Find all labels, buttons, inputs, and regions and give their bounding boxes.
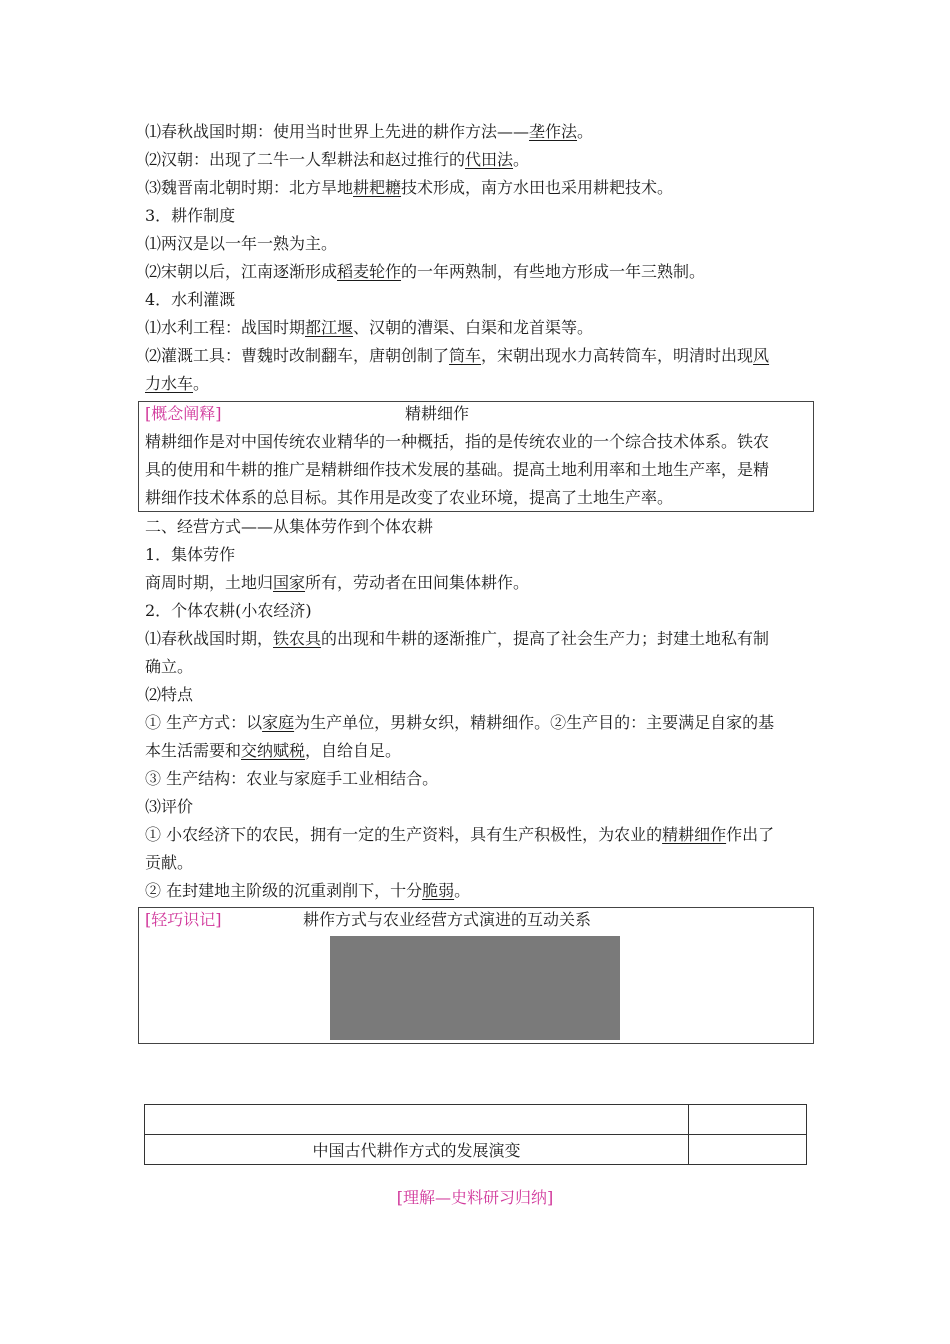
- text-line: [145, 713, 774, 733]
- key-term: 力水车: [145, 374, 194, 393]
- subheading: 4．水利灌溉: [145, 290, 236, 309]
- concept-text: 精耕细作是对中国传统农业精华的一种概括，指的是传统农业的一个综合技术体系。铁农: [145, 432, 770, 451]
- text-segment: ⑵灌溉工具：曹魏时改制翻车，唐朝创制了: [145, 346, 450, 365]
- text-line: [145, 262, 705, 282]
- concept-text: 耕细作技术体系的总目标。其作用是改变了农业环境，提高了土地生产率。: [145, 488, 674, 507]
- diagram-image: [330, 936, 620, 1040]
- subheading: 1．集体劳作: [145, 545, 236, 564]
- table-row: [145, 1105, 807, 1135]
- key-term: 铁农具: [273, 629, 322, 648]
- concept-title: 精耕细作: [405, 404, 470, 423]
- text-line: ③ 生产结构：农业与家庭手工业相结合。: [145, 769, 439, 788]
- memory-title: 耕作方式与农业经营方式演进的互动关系: [303, 910, 592, 929]
- key-term: 垄作法: [529, 122, 578, 141]
- table-cell: [689, 1135, 807, 1165]
- key-term: 脆弱: [422, 881, 455, 900]
- text-segment: ① 生产方式：以: [145, 713, 263, 732]
- text-segment: 作出了: [726, 825, 775, 844]
- text-segment: 的出现和牛耕的逐渐推广，提高了社会生产力；封建土地私有制: [321, 629, 770, 648]
- text-segment: 为生产单位，男耕女织，精耕细作。②生产目的：主要满足自家的基: [294, 713, 775, 732]
- text-line: [145, 122, 593, 142]
- key-term: 代田法: [465, 150, 514, 169]
- text-segment: ① 小农经济下的农民，拥有一定的生产资料，具有生产积极性，为农业的: [145, 825, 663, 844]
- text-segment: ⑴春秋战国时期，: [145, 629, 274, 648]
- text-line: 确立。: [145, 657, 194, 676]
- key-term: 国家: [273, 573, 306, 592]
- key-term: 家庭: [262, 713, 295, 732]
- text-line: [145, 741, 401, 761]
- text-line: ⑶评价: [145, 797, 194, 816]
- text-line: 贡献。: [145, 853, 194, 872]
- table-cell: 中国古代耕作方式的发展演变: [145, 1135, 689, 1165]
- text-segment: 技术形成，南方水田也采用耕耙技术。: [401, 178, 674, 197]
- text-segment: ⑵汉朝：出现了二牛一人犁耕法和赵过推行的: [145, 150, 466, 169]
- text-segment: 的一年两熟制，有些地方形成一年三熟制。: [401, 262, 706, 281]
- text-segment: 、汉朝的漕渠、白渠和龙首渠等。: [353, 318, 594, 337]
- subheading: 2．个体农耕(小农经济): [145, 601, 312, 620]
- text-line: [145, 881, 470, 901]
- text-segment: 。: [577, 122, 594, 141]
- key-term: 稻麦轮作: [337, 262, 402, 281]
- text-line: [145, 825, 774, 845]
- text-line: ⑵特点: [145, 685, 194, 704]
- text-segment: ⑴春秋战国时期：使用当时世界上先进的耕作方法——: [145, 122, 530, 141]
- text-line: [145, 374, 209, 394]
- key-term: 交纳赋税: [241, 741, 306, 760]
- text-line: [145, 178, 673, 198]
- text-line: [145, 318, 593, 338]
- table-cell: [689, 1105, 807, 1135]
- text-line: [145, 573, 529, 593]
- subheading: 3．耕作制度: [145, 206, 236, 225]
- table-row: [145, 1135, 807, 1165]
- key-term: 都江堰: [305, 318, 354, 337]
- text-segment: ② 在封建地主阶级的沉重剥削下，十分: [145, 881, 423, 900]
- text-segment: 。: [454, 881, 471, 900]
- text-segment: 。: [513, 150, 530, 169]
- section-heading: 二、经营方式——从集体劳作到个体农耕: [145, 517, 434, 536]
- key-term: 耕耙耱: [353, 178, 402, 197]
- key-term: 筒车: [449, 346, 482, 365]
- section-heading: [理解—史料研习归纳]: [396, 1188, 554, 1207]
- text-segment: ，自给自足。: [305, 741, 402, 760]
- text-segment: 。: [193, 374, 210, 393]
- text-segment: ⑴水利工程：战国时期: [145, 318, 306, 337]
- text-segment: ⑶魏晋南北朝时期：北方旱地: [145, 178, 354, 197]
- text-segment: ⑵宋朝以后，江南逐渐形成: [145, 262, 338, 281]
- content-table: [144, 1104, 807, 1165]
- text-line: [145, 346, 769, 366]
- text-segment: 商周时期，土地归: [145, 573, 274, 592]
- concept-tag: [概念阐释]: [145, 404, 222, 423]
- concept-text: 具的使用和牛耕的推广是精耕细作技术发展的基础。提高土地利用率和土地生产率，是精: [145, 460, 770, 479]
- key-term: 风: [753, 346, 770, 365]
- text-segment: 本生活需要和: [145, 741, 242, 760]
- text-line: [145, 150, 529, 170]
- text-line: [145, 629, 769, 649]
- text-segment: ，宋朝出现水力高转筒车，明清时出现: [481, 346, 754, 365]
- text-segment: 所有，劳动者在田间集体耕作。: [305, 573, 530, 592]
- key-term: 精耕细作: [662, 825, 727, 844]
- text-line: ⑴两汉是以一年一熟为主。: [145, 234, 338, 253]
- table-cell: [145, 1105, 689, 1135]
- memory-tag: [轻巧识记]: [145, 910, 222, 929]
